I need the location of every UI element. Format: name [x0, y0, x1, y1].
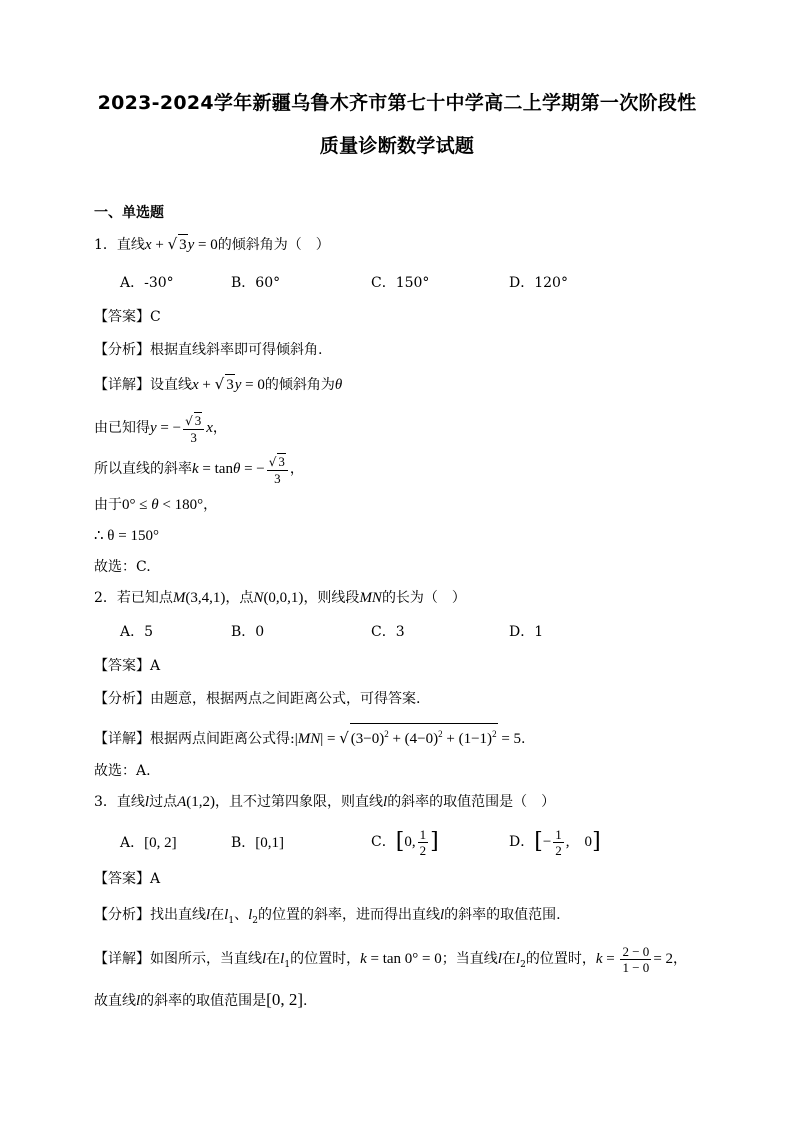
q1-conclusion: 故选：C. [94, 559, 151, 575]
q3-option-a-label: A． [120, 835, 145, 851]
q1-stem-suffix: 的倾斜角为（ ） [217, 237, 330, 253]
q2-stem-prefix: 2．若已知点 [94, 590, 173, 606]
analysis-label: 【分析】 [94, 691, 150, 707]
q3-analysis-mid2: 、 [234, 907, 249, 923]
q2-stem-mid2: ，则线段 [303, 590, 360, 606]
q3-stem-mid1: 过点 [149, 794, 178, 810]
q3-analysis-suffix: 的位置的斜率，进而得出直线 [257, 907, 440, 923]
q2-stem: 2．若已知点M(3,4,1)，点N(0,0,1)，则线段MN的长为（ ） [94, 590, 466, 606]
q3-option-d: D．[− $\frac{1}{2}$ , 0] [509, 826, 601, 858]
q1-detail: 【详解】设直线x + √ 3y = 0的倾斜角为θ [94, 375, 343, 393]
q1-detail-suffix: 的倾斜角为 [264, 377, 335, 393]
q1-step1-prefix: 由已知得 [94, 420, 150, 436]
q2-answer-value: A [150, 658, 161, 674]
q3-detail-mid5: 的位置时， [525, 951, 596, 967]
q2-answer [94, 656, 160, 676]
q2-stem-suffix: 的长为（ ） [381, 590, 466, 606]
q3-detail-mid4: 在 [501, 951, 516, 967]
q2-analysis-text: 由题意，根据两点之间距离公式，可得答案. [150, 691, 421, 707]
q1-step4: ∴ θ = 150° [94, 528, 159, 544]
q2-option-c: C．3 [371, 624, 405, 640]
q1-stem: 1．直线x + √ 3y = 0的倾斜角为（ ） [94, 235, 330, 253]
section-heading: 一、单选题 [94, 205, 164, 221]
detail-label: 【详解】 [94, 951, 150, 967]
q3-stem-prefix: 3．直线 [94, 794, 145, 810]
q3-option-c-label: C． [371, 834, 396, 850]
q3-option-b-label: B． [231, 835, 256, 851]
q1-option-d: D．120° [509, 275, 568, 291]
q3-option-a: A．[0, 2] [120, 835, 177, 851]
q1-answer [94, 307, 161, 327]
q2-conclusion: 故选：A. [94, 763, 151, 779]
q2-analysis [94, 689, 420, 709]
q3-analysis: 【分析】找出直线l在$l_1$、$l_2$的位置的斜率，进而得出直线l的斜率的取值范围. [94, 907, 561, 926]
q3-final-prefix: 故直线 [94, 993, 136, 1009]
q3-option-c: C．[0, $\frac{1}{2}$ ] [371, 826, 439, 858]
analysis-label: 【分析】 [94, 907, 150, 923]
q3-detail-mid2: 的位置时， [290, 951, 361, 967]
doc-title-line2: 质量诊断数学试题 [319, 135, 475, 157]
q3-option-d-label: D． [509, 834, 535, 850]
q2-detail-prefix: 根据两点间距离公式得: [150, 731, 295, 747]
q3-detail-prefix: 如图所示，当直线 [150, 951, 262, 967]
analysis-label: 【分析】 [94, 342, 150, 358]
q3-answer [94, 869, 160, 889]
q3-final: 故直线l的斜率的取值范围是[0, 2]. [94, 990, 308, 1009]
q3-answer-value: A [150, 871, 161, 887]
q1-analysis [94, 340, 322, 360]
q3-stem: 3．直线l过点A(1,2)，且不过第四象限，则直线l的斜率的取值范围是（ ） [94, 794, 556, 810]
q2-option-b: B．0 [231, 624, 265, 640]
q1-step2-prefix: 所以直线的斜率 [94, 461, 192, 477]
q3-detail-mid1: 在 [266, 951, 281, 967]
q1-option-b: B．60° [231, 275, 281, 291]
doc-title-line1: 2023-2024学年新疆乌鲁木齐市第七十中学高二上学期第一次阶段性 [97, 92, 697, 114]
q3-stem-suffix: 的斜率的取值范围是（ ） [387, 794, 556, 810]
q3-analysis-end: 的斜率的取值范围. [444, 907, 561, 923]
q2-detail: 【详解】根据两点间距离公式得:|MN| = √ $(3-0)^2 + (4-0)^2 + (1-1)^2 = 5$. [94, 723, 525, 749]
q3-stem-mid2: ，且不过第四象限，则直线 [215, 794, 384, 810]
q1-step1: 由已知得y = − $\frac{√ 3}{3}$ x， [94, 412, 227, 445]
q1-stem-prefix: 1．直线 [94, 237, 145, 253]
q3-detail: 【详解】如图所示，当直线l在$l_1$的位置时，k = tan 0° = 0；当直线l在$l_2$的位置时，k = $\frac{2 - 0}{1 - 0}$ = 2， [94, 943, 688, 975]
q1-equation: x [144, 237, 152, 253]
q2-option-a: A．5 [120, 624, 154, 640]
q1-option-a: A．-30° [120, 275, 174, 291]
q2-option-d: D．1 [509, 624, 544, 640]
q3-option-b: B．[0,1] [231, 835, 285, 851]
q2-stem-mid1: ，点 [225, 590, 254, 606]
detail-label: 【详解】 [94, 731, 150, 747]
q3-final-suffix: 的斜率的取值范围是 [140, 993, 267, 1009]
answer-label: 【答案】 [94, 658, 150, 674]
q1-step2: 所以直线的斜率k = tanθ = − $\frac{√ 3}{3}$ ， [94, 453, 304, 486]
answer-label: 【答案】 [94, 871, 150, 887]
q1-detail-prefix: 设直线 [150, 377, 192, 393]
q1-step3: 由于0° ≤ θ < 180°， [94, 497, 218, 513]
q3-analysis-mid1: 在 [210, 907, 225, 923]
q1-option-c: C．150° [371, 275, 430, 291]
q1-step3-prefix: 由于 [94, 497, 122, 513]
q1-answer-value: C [150, 309, 161, 325]
answer-label: 【答案】 [94, 309, 150, 325]
detail-label: 【详解】 [94, 377, 150, 393]
q1-analysis-text: 根据直线斜率即可得倾斜角. [150, 342, 323, 358]
q3-detail-mid3: ；当直线 [441, 951, 498, 967]
q3-analysis-prefix: 找出直线 [150, 907, 206, 923]
